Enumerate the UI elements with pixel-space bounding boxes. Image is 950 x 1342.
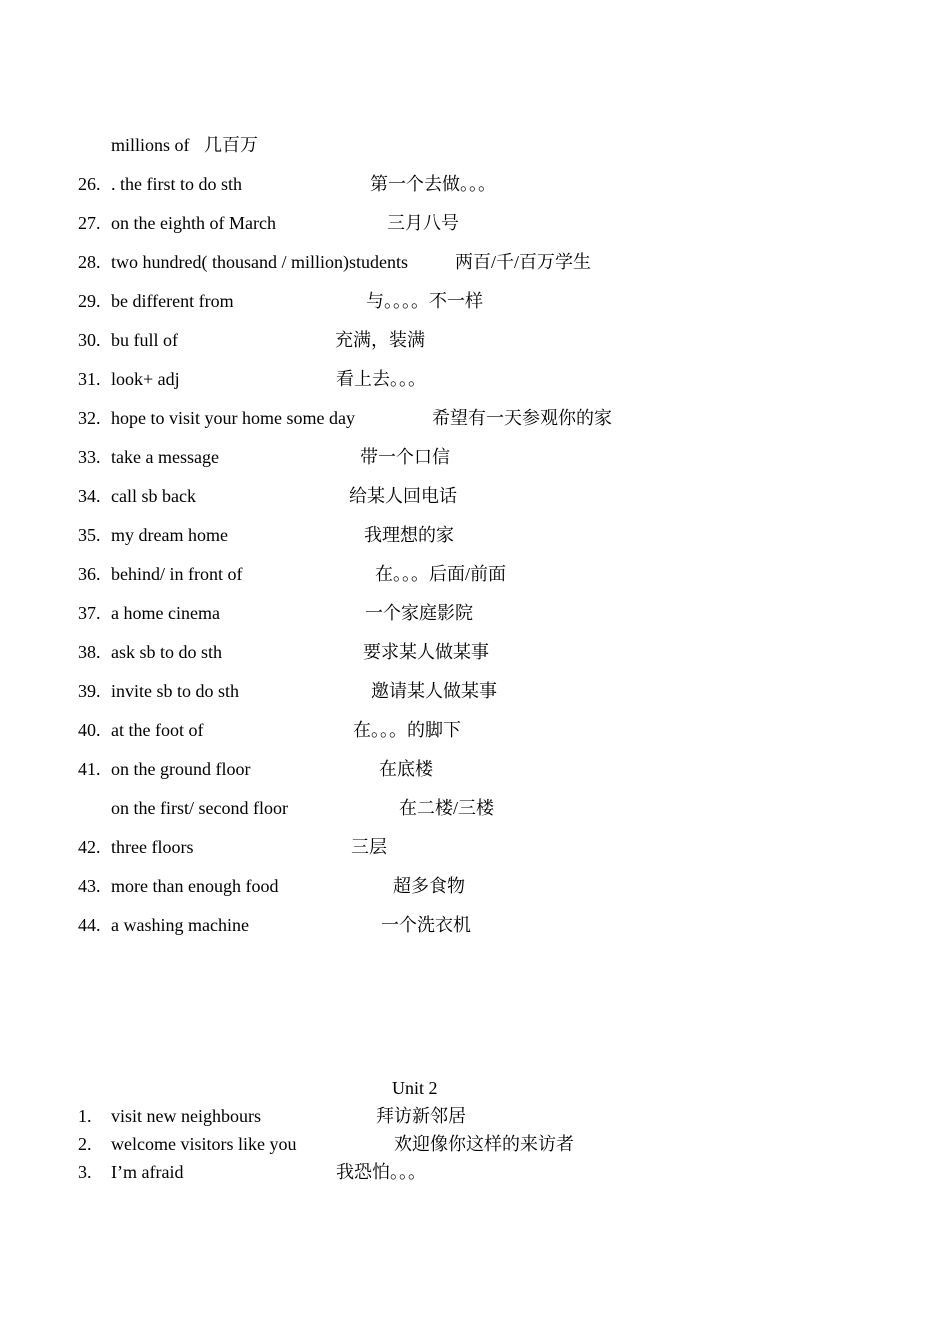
chinese-meaning: 邀请某人做某事 xyxy=(371,681,497,701)
item-number: 1. xyxy=(78,1106,92,1126)
chinese-meaning: 一个洗衣机 xyxy=(381,915,471,935)
english-phrase: more than enough food xyxy=(111,876,279,896)
item-number: 42. xyxy=(78,837,101,857)
chinese-meaning: 超多食物 xyxy=(393,876,465,896)
chinese-meaning: 第一个去做。。。 xyxy=(370,174,496,194)
item-number: 31. xyxy=(78,369,101,389)
english-phrase: on the first/ second floor xyxy=(111,798,288,818)
english-phrase: on the ground floor xyxy=(111,759,251,779)
english-phrase: be different from xyxy=(111,291,234,311)
english-phrase: visit new neighbours xyxy=(111,1106,261,1126)
item-number: 38. xyxy=(78,642,101,662)
chinese-meaning: 充满，装满 xyxy=(335,330,425,350)
chinese-meaning: 在。。。后面/前面 xyxy=(375,564,507,584)
item-number: 33. xyxy=(78,447,101,467)
chinese-meaning: 三月八号 xyxy=(387,213,459,233)
chinese-meaning: 三层 xyxy=(351,837,387,857)
item-number: 2. xyxy=(78,1134,92,1154)
chinese-meaning: 两百/千/百万学生 xyxy=(455,252,592,272)
english-phrase: on the eighth of March xyxy=(111,213,276,233)
item-number: 30. xyxy=(78,330,101,350)
item-number: 37. xyxy=(78,603,101,623)
english-phrase: my dream home xyxy=(111,525,228,545)
item-number: 29. xyxy=(78,291,101,311)
chinese-meaning: 在二楼/三楼 xyxy=(399,798,495,818)
english-phrase: welcome visitors like you xyxy=(111,1134,297,1154)
item-number: 28. xyxy=(78,252,101,272)
chinese-meaning: 我理想的家 xyxy=(364,525,454,545)
item-number: 3. xyxy=(78,1162,92,1182)
chinese-meaning: 给某人回电话 xyxy=(349,486,457,506)
english-phrase: a washing machine xyxy=(111,915,249,935)
item-number: 32. xyxy=(78,408,101,428)
chinese-meaning: 要求某人做某事 xyxy=(363,642,489,662)
english-phrase: two hundred( thousand / million)students xyxy=(111,252,408,272)
english-phrase: . the first to do sth xyxy=(111,174,242,194)
english-phrase: call sb back xyxy=(111,486,196,506)
chinese-meaning: 几百万 xyxy=(204,135,258,155)
item-number: 43. xyxy=(78,876,101,896)
item-number: 36. xyxy=(78,564,101,584)
english-phrase: take a message xyxy=(111,447,219,467)
chinese-meaning: 在底楼 xyxy=(379,759,433,779)
english-phrase: millions of xyxy=(111,135,190,155)
english-phrase: invite sb to do sth xyxy=(111,681,240,701)
item-number: 44. xyxy=(78,915,101,935)
english-phrase: at the foot of xyxy=(111,720,204,740)
chinese-meaning: 拜访新邻居 xyxy=(376,1106,466,1126)
english-phrase: behind/ in front of xyxy=(111,564,243,584)
chinese-meaning: 欢迎像你这样的来访者 xyxy=(394,1134,574,1154)
unit2-heading: Unit 2 xyxy=(392,1078,438,1098)
item-number: 35. xyxy=(78,525,101,545)
item-number: 27. xyxy=(78,213,101,233)
chinese-meaning: 看上去。。。 xyxy=(336,369,426,389)
chinese-meaning: 我恐怕。。。 xyxy=(336,1162,426,1182)
chinese-meaning: 一个家庭影院 xyxy=(365,603,473,623)
english-phrase: look+ adj xyxy=(111,369,180,389)
item-number: 41. xyxy=(78,759,101,779)
item-number: 40. xyxy=(78,720,101,740)
english-phrase: bu full of xyxy=(111,330,178,350)
english-phrase: a home cinema xyxy=(111,603,220,623)
english-phrase: I’m afraid xyxy=(111,1162,184,1182)
item-number: 26. xyxy=(78,174,101,194)
chinese-meaning: 希望有一天参观你的家 xyxy=(432,408,612,428)
english-phrase: hope to visit your home some day xyxy=(111,408,355,428)
chinese-meaning: 在。。。的脚下 xyxy=(353,720,461,740)
chinese-meaning: 与。。。。不一样 xyxy=(366,291,483,311)
item-number: 39. xyxy=(78,681,101,701)
english-phrase: three floors xyxy=(111,837,194,857)
english-phrase: ask sb to do sth xyxy=(111,642,223,662)
item-number: 34. xyxy=(78,486,101,506)
chinese-meaning: 带一个口信 xyxy=(360,447,450,467)
